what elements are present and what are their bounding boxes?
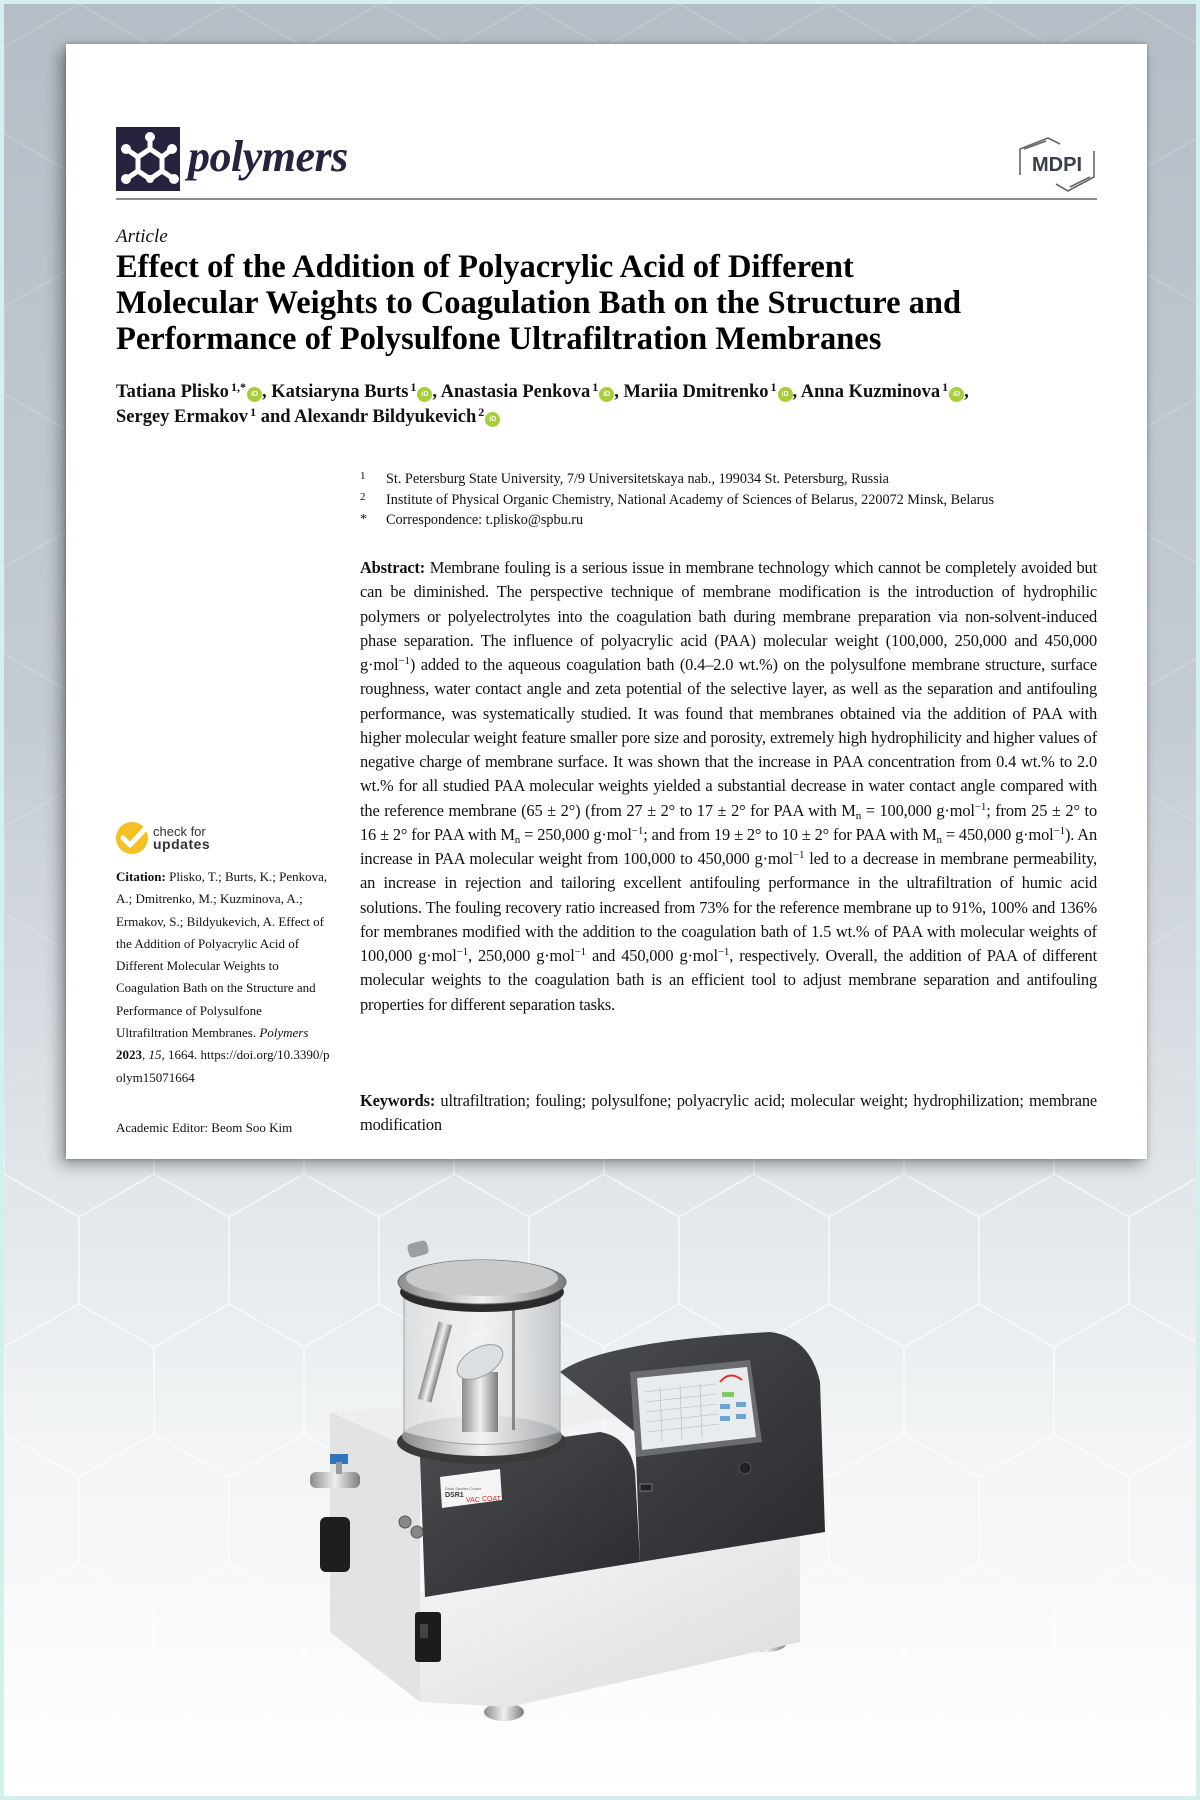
orcid-icon[interactable]: iD — [599, 387, 614, 402]
abstract-text: and 450,000 g·mol — [586, 946, 718, 965]
affiliation-text: St. Petersburg State University, 7/9 Universitetskaya nab., 199034 St. Petersburg, Russia — [386, 471, 889, 487]
orcid-icon[interactable]: iD — [778, 387, 793, 402]
affiliation-text: Institute of Physical Organic Chemistry, National Academy of Sciences of Belarus, 220072 Minsk, Belarus — [386, 491, 994, 508]
orcid-icon[interactable]: iD — [485, 412, 500, 427]
citation-pages: , 1664. — [161, 1047, 201, 1063]
separator: , — [792, 382, 798, 402]
journal-logo — [116, 127, 348, 191]
superscript: −1 — [398, 655, 410, 667]
abstract-text: led to a decrease in membrane permeability, an increase in rejection and tailoring excellent antifouling performance in the ultrafiltration of humic acid solutions. The fouling recovery ratio increased from 73% for the reference membrane up to 91%, 100% and 136% for membranes modified with the addition to the coagulation bath of 1.5 wt.% of PAA with molecular weights of 100,000 g·mol — [360, 849, 1097, 965]
device-model: DSR1 — [445, 1492, 464, 1499]
subscript: n — [855, 809, 862, 822]
superscript: −1 — [631, 824, 644, 837]
superscript: −1 — [574, 946, 587, 958]
author-name[interactable]: Anna Kuzminova — [800, 382, 941, 402]
separator: , — [261, 382, 267, 402]
check-updates-line2: updates — [153, 836, 211, 852]
subscript: n — [936, 833, 942, 846]
affiliation-mark: 2 — [478, 405, 485, 419]
author-name[interactable]: Anastasia Penkova — [440, 382, 591, 402]
mdpi-logo — [1016, 137, 1098, 192]
correspondence-mark: * — [360, 512, 367, 527]
header-divider — [116, 198, 1097, 200]
affiliation-item — [360, 490, 1120, 511]
affiliation-mark: 1 — [942, 380, 949, 394]
abstract-text: ). An increase in PAA molecular weight from 100,000 to 450,000 g·mol — [360, 824, 1097, 868]
device-brand-1: VAC — [466, 1497, 480, 1504]
superscript: −1 — [1053, 824, 1065, 837]
abstract-text: = 450,000 g·mol — [941, 824, 1054, 844]
sputter-coater-photo — [300, 1232, 900, 1742]
keywords-label: Keywords: — [360, 1091, 436, 1110]
citation-volume: 15 — [148, 1047, 162, 1063]
device-brand-2: COAT — [482, 1496, 501, 1503]
separator: and — [260, 407, 291, 427]
affiliation-mark: 1 — [592, 380, 599, 394]
title-line: Molecular Weights to Coagulation Bath on the Structure and — [116, 285, 962, 321]
journal-name: polymers — [188, 132, 348, 181]
check-updates-text — [153, 825, 210, 851]
academic-editor: Academic Editor: Beom Soo Kim — [116, 1120, 293, 1135]
author-name[interactable]: Katsiaryna Burts — [271, 382, 409, 402]
affiliation-mark: 1 — [250, 405, 257, 419]
superscript: −1 — [792, 849, 805, 861]
superscript: −1 — [717, 946, 730, 958]
checkmark-icon — [116, 822, 148, 854]
separator: , — [432, 382, 438, 402]
affiliation-number: 1 — [360, 470, 366, 482]
subscript: n — [514, 833, 521, 846]
citation-text: Plisko, T.; Burts, K.; Penkova, A.; Dmitrenko, M.; Kuzminova, A.; Ermakov, S.; Bildyukevich, A. Effect of the Addition of Polyacrylic Acid of Different Molecular Weights to Coagulation Bath on the Structure and Performance of Polysulfone Ultrafiltration Membranes. — [116, 869, 328, 1041]
abstract-text: , 250,000 g·mol — [468, 946, 575, 965]
superscript: −1 — [974, 800, 987, 813]
author-name[interactable]: Tatiana Plisko — [116, 382, 229, 402]
citation-year: 2023 — [116, 1047, 142, 1063]
abstract-text: ; and from 19 ± 2° to 10 ± 2° for PAA with M — [643, 824, 937, 844]
citation — [116, 866, 336, 1089]
title-line: Performance of Polysulfone Ultrafiltration Membranes — [116, 321, 882, 357]
abstract-text: Membrane fouling is a serious issue in membrane technology which cannot be completely avoided but can be diminished. The perspective technique of membrane modification is the introduction of hydrophilic polymers or polyelectrolytes into the coagulation bath during membrane preparation via non-solvent-induced phase separation. The influence of polyacrylic acid (PAA) molecular weight (100,000, 250,000 and 450,000 g·mol — [360, 558, 1097, 674]
abstract-text: = 250,000 g·mol — [520, 824, 632, 844]
page-background — [4, 4, 1196, 1796]
author-name[interactable]: Mariia Dmitrenko — [623, 382, 769, 402]
affiliation-number: 2 — [360, 490, 366, 503]
abstract-text: ; from 25 ± 2° to 16 ± 2° for PAA with M — [360, 800, 1097, 844]
separator: , — [614, 382, 619, 402]
affiliation-item — [360, 469, 1120, 490]
orcid-icon[interactable]: iD — [417, 387, 432, 402]
abstract — [360, 556, 1097, 1017]
affiliation-mark: 1 — [410, 380, 417, 394]
orcid-icon[interactable]: iD — [949, 387, 964, 402]
paper-page — [66, 44, 1147, 1159]
polymers-molecule-icon — [116, 127, 180, 191]
affiliation-mark: 1 — [770, 380, 777, 394]
abstract-text: = 100,000 g·mol — [861, 800, 975, 820]
orcid-icon[interactable]: iD — [247, 387, 262, 402]
abstract-text: ) added to the aqueous coagulation bath (0.4–2.0 wt.%) on the polysulfone membrane structure, surface roughness, water contact angle and zeta potential of the selective layer, as well as the separation and antifouling performance, was systematically studied. It was found that membranes obtained via the addition of PAA with higher molecular weight feature smaller pore size and porosity, extremely high hydrophilicity and higher values of negative charge of membrane surface. It was shown that the increase in PAA concentration from 0.4 wt.% to 2.0 wt.% for all studied PAA molecular weights yielded a substantial decrease in water contact angle compared with the reference membrane (65 ± 2°) (from 27 ± 2° to 17 ± 2° for PAA with M — [360, 655, 1097, 820]
check-updates-line1: check for — [153, 824, 206, 839]
svg-text:MDPI: MDPI — [1032, 154, 1082, 176]
affiliations — [360, 469, 1120, 531]
affiliation-mark: 1,* — [230, 380, 246, 394]
correspondence — [360, 510, 1120, 531]
author-name[interactable]: Sergey Ermakov — [116, 407, 249, 427]
keywords-text: ultrafiltration; fouling; polysulfone; polyacrylic acid; molecular weight; hydrophilization; membrane modification — [360, 1091, 1097, 1135]
device-label-small: Desk Sputter Coater — [445, 1486, 482, 1491]
doi-link[interactable]: https://doi.org/10.3390/polym15071664 — [116, 1047, 330, 1085]
keywords — [360, 1089, 1097, 1138]
check-for-updates-badge[interactable] — [116, 822, 210, 854]
separator: , — [142, 1047, 149, 1063]
citation-journal: Polymers — [259, 1025, 309, 1041]
abstract-label: Abstract: — [360, 558, 426, 577]
citation-label: Citation: — [116, 869, 166, 884]
article-title — [116, 249, 1106, 357]
author-name[interactable]: Alexandr Bildyukevich — [294, 407, 477, 427]
separator: , — [964, 382, 969, 402]
author-list — [116, 380, 1106, 430]
mdpi-hexagon-icon — [1016, 137, 1098, 192]
superscript: −1 — [456, 946, 469, 958]
abstract-text: , respectively. Overall, the addition of PAA of different molecular weights to the coagulation bath is an efficient tool to adjust membrane separation and antifouling properties for different separation tasks. — [360, 946, 1097, 1014]
correspondence-email[interactable]: Correspondence: t.plisko@spbu.ru — [386, 512, 584, 528]
title-line: Effect of the Addition of Polyacrylic Acid of Different — [116, 249, 854, 285]
article-type: Article — [116, 226, 168, 247]
